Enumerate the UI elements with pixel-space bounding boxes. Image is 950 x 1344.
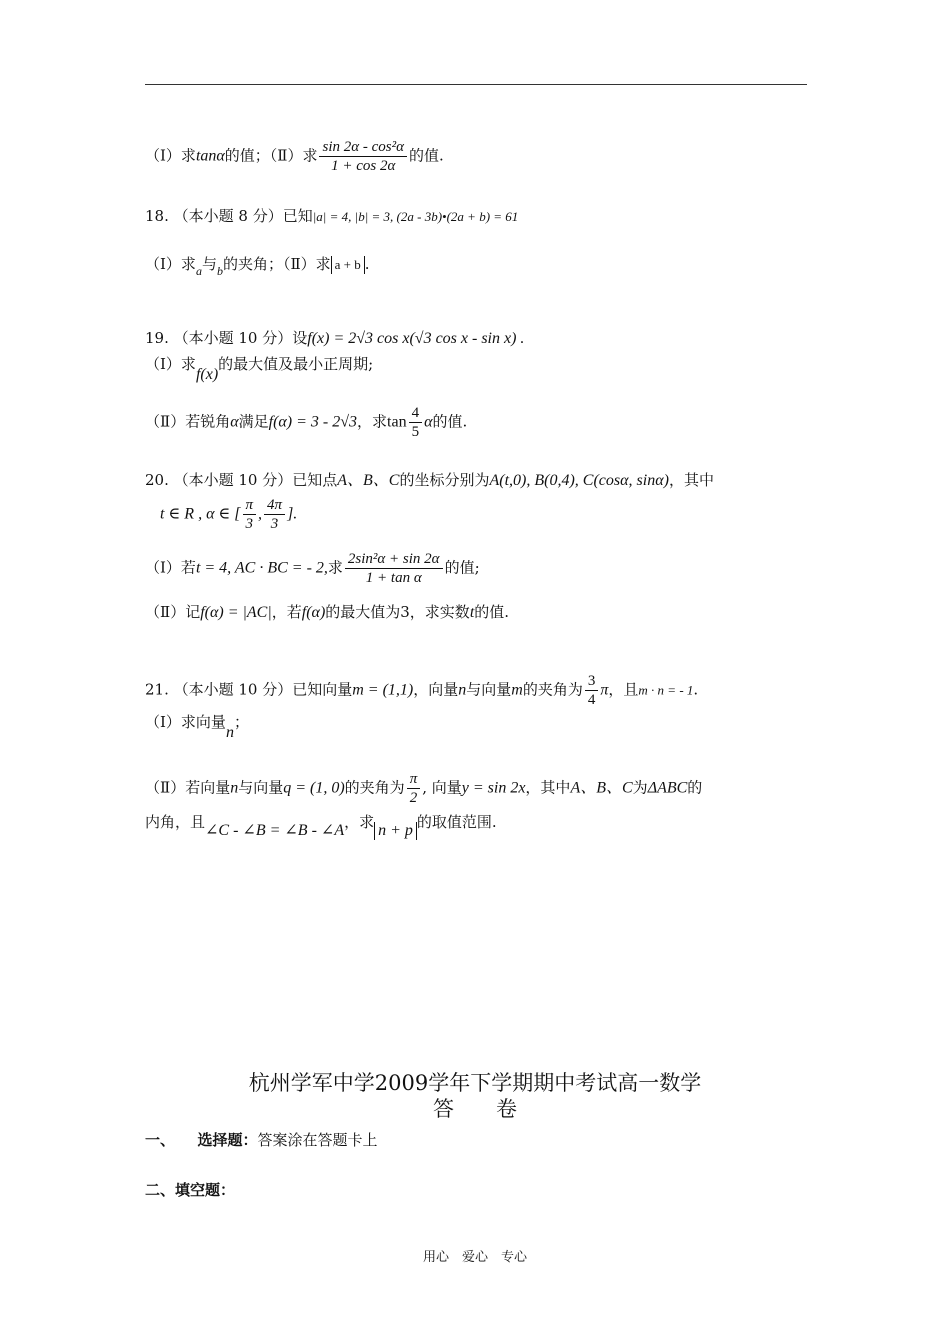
q20-head-b: 的坐标分别为 — [399, 471, 490, 489]
q19-statement — [145, 328, 524, 349]
q19-head: 19. （本小题 10 分）设 — [145, 329, 308, 347]
q21-m-eq: m = (1,1) — [352, 681, 414, 699]
q20-part2-label: （Ⅱ）记 — [145, 603, 201, 621]
q21-part2-frac — [407, 770, 421, 807]
q19-part2-text2: ，求 — [357, 412, 388, 431]
q20-frac1 — [243, 496, 257, 533]
q21-pi: π — [600, 681, 609, 699]
q20-cond-a: t ∈ R , α ∈ [ — [160, 505, 241, 523]
q21-part2-y: y = sin 2x — [461, 779, 526, 797]
q20-part1-ask: 求 — [327, 558, 343, 577]
q20-part1-cond: t = 4, AC · BC = - 2, — [195, 559, 328, 577]
q19-condition: f(α) = 3 - 2√3 — [268, 413, 358, 431]
q21-part1-n: n — [225, 724, 234, 741]
q21-angle-den: 4 — [585, 690, 599, 709]
q21-part2-den: 2 — [407, 788, 421, 807]
q20-part2 — [145, 602, 509, 623]
q21-part2-triangle: ΔABC — [647, 779, 688, 797]
q21-end: . — [693, 680, 699, 699]
q20-cond-end: ]. — [287, 505, 298, 523]
q17-fraction — [319, 138, 407, 175]
q17-part1-label: （Ⅰ）求 — [145, 146, 196, 165]
q21-part2-end: 的 — [687, 778, 703, 797]
q17-denominator: 1 + cos 2α — [319, 156, 407, 175]
q18-head: 18. （本小题 8 分）已知 — [145, 207, 313, 225]
q21-statement — [145, 672, 698, 709]
q20-frac1-den: 3 — [243, 514, 257, 533]
q20-part1-num: 2sin²α + sin 2α — [347, 551, 440, 567]
q21-part2-n: n — [230, 779, 239, 797]
q21-part1-label: （Ⅰ）求向量 — [145, 713, 226, 731]
q20-statement — [145, 470, 714, 491]
header-rule — [145, 84, 807, 85]
q21-part3-end: 的取值范围. — [416, 813, 497, 831]
q19-fraction — [409, 404, 423, 441]
q20-part1-den: 1 + tan α — [345, 568, 443, 587]
q18-with: 与 — [201, 255, 217, 273]
q21-angle-num: 3 — [587, 673, 596, 689]
q20-head: 20. （本小题 10 分）已知点 — [145, 471, 338, 489]
q18-abs-expr: a + b — [331, 256, 365, 274]
q19-alpha: α — [230, 413, 239, 431]
q21-part2-text2: 的夹角为 — [344, 778, 405, 797]
q19-numerator: 4 — [411, 405, 420, 421]
q19-part2-label: （Ⅱ）若锐角 — [145, 412, 231, 431]
q19-alpha2: α — [424, 413, 433, 431]
q21-part2 — [145, 770, 702, 807]
q21-part3-cond: ∠C - ∠B = ∠B - ∠A — [205, 822, 345, 839]
q20-comma: , — [258, 505, 263, 523]
q20-part2-text1: ，若 — [271, 603, 302, 621]
q21-n: n — [458, 681, 467, 699]
section-one-text: 答案涂在答题卡上 — [257, 1131, 378, 1149]
q19-part1 — [145, 354, 374, 383]
q20-frac1-num: π — [245, 497, 254, 513]
q21-part2-text4: ，其中 — [525, 778, 571, 797]
q20-part2-end: 的值. — [474, 603, 510, 621]
q21-part2-label: （Ⅱ）若向量 — [145, 778, 231, 797]
q21-angle-frac — [585, 672, 599, 709]
q21-part3 — [145, 812, 497, 839]
page-footer: 用心 爱心 专心 — [422, 1250, 527, 1265]
q21-part2-text3: , 向量 — [422, 778, 462, 797]
q20-points: A、B、C — [337, 472, 400, 489]
q21-part2-q: q = (1, 0) — [283, 779, 345, 797]
q21-part3-ask: ，求 — [344, 813, 375, 831]
q20-head-end: ，其中 — [668, 471, 714, 489]
q21-m: m — [511, 681, 523, 699]
q20-frac2 — [264, 496, 285, 533]
q21-text4: ，且 — [608, 680, 639, 699]
q19-part2-text1: 满足 — [238, 412, 269, 431]
q18-statement — [145, 206, 518, 227]
q20-part2-f2: f(α) — [301, 604, 326, 621]
section-one-label: 一、 选择题： — [145, 1131, 258, 1149]
q21-part2-abc: A、B、C — [570, 779, 633, 797]
q20-part1 — [145, 550, 480, 587]
q21-part3-label: 内角，且 — [145, 813, 206, 831]
q17-part1-end: 的值；（Ⅱ）求 — [224, 146, 318, 165]
q20-coords: A(t,0), B(0,4), C(cosα, sinα) — [489, 472, 669, 489]
section-two-label: 二、填空题： — [145, 1181, 236, 1199]
q17-numerator: sin 2α - cos²α — [322, 139, 404, 155]
q20-condition — [160, 496, 297, 533]
answer-sheet-subtitle: 答 卷 — [433, 1097, 517, 1121]
q21-part2-num: π — [409, 771, 418, 787]
q21-part2-text1: 与向量 — [238, 778, 284, 797]
q17-tan-expr: tanα — [195, 147, 225, 165]
q21-text2: 与向量 — [466, 680, 512, 699]
q20-part1-frac — [345, 550, 443, 587]
q20-frac2-num: 4π — [267, 497, 283, 513]
q21-head: 21. （本小题 10 分）已知向量 — [145, 680, 353, 699]
q21-dot: m · n = - 1 — [638, 682, 694, 698]
q18-part1-label: （Ⅰ）求 — [145, 255, 196, 273]
q20-part1-end: 的值; — [444, 558, 480, 577]
q20-part2-text2: 的最大值为3，求实数 — [325, 603, 470, 621]
q19-part1-text: 的最大值及最小正周期; — [218, 355, 374, 373]
q19-function: f(x) = 2√3 cos x(√3 cos x - sin x) . — [307, 330, 525, 347]
q18-end: . — [364, 255, 370, 273]
q21-part1 — [145, 712, 249, 741]
q18-questions — [145, 254, 370, 281]
q19-denominator: 5 — [409, 422, 423, 441]
q21-text3: 的夹角为 — [522, 680, 583, 699]
q21-part1-end: ； — [233, 713, 249, 731]
q20-part2-t: t — [469, 604, 475, 621]
q17-tail — [145, 138, 444, 175]
q19-tan: tan — [387, 413, 407, 431]
q19-end: 的值. — [432, 412, 468, 431]
q19-part1-label: （Ⅰ）求 — [145, 355, 196, 373]
section-one — [145, 1130, 378, 1150]
q18-vector-a: a — [195, 264, 202, 278]
q18-vector-b: b — [216, 264, 223, 278]
q21-part3-abs: n + p — [374, 822, 417, 840]
answer-sheet-title: 杭州学军中学2009学年下学期期中考试高一数学 — [248, 1071, 702, 1095]
q19-part1-f: f(x) — [195, 366, 219, 383]
q20-frac2-den: 3 — [264, 514, 285, 533]
q20-part1-label: （Ⅰ）若 — [145, 558, 196, 577]
q18-condition: |a| = 4, |b| = 3, (2a - 3b)•(2a + b) = 61 — [312, 209, 519, 224]
q21-part2-text5: 为 — [632, 778, 648, 797]
q20-part2-f: f(α) = |AC| — [200, 604, 272, 621]
q21-text1: ，向量 — [413, 680, 459, 699]
q17-end: 的值. — [408, 146, 444, 165]
q19-part2 — [145, 404, 467, 441]
q18-part1-text: 的夹角；（Ⅱ）求 — [222, 255, 331, 273]
